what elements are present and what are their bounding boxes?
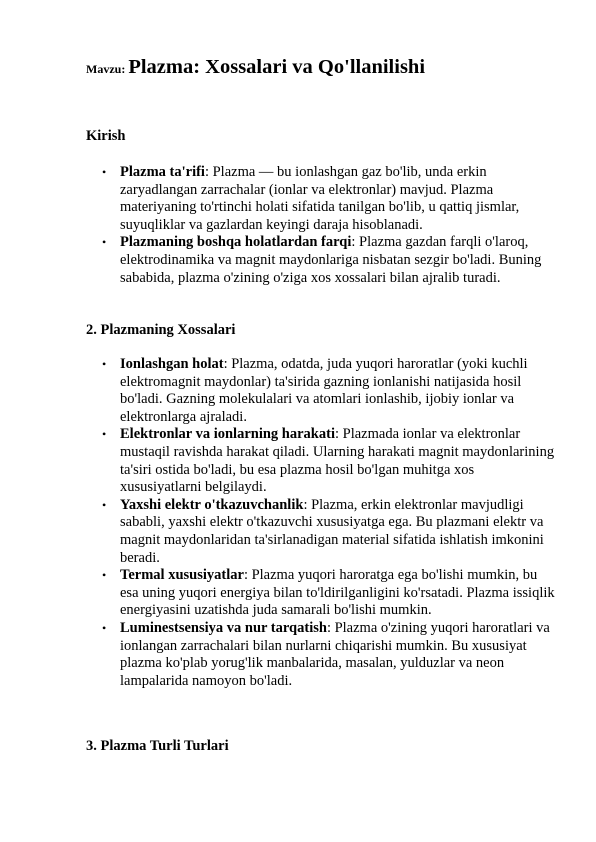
list-item — [0, 234, 556, 287]
list-item — [0, 567, 556, 620]
heading-intro: Kirish — [86, 128, 126, 144]
item-text: : Plazmada ionlar va elektronlar mustaqil ravishda harakat qiladi. Ularning harakati magnit maydonlarining ta'siri ostida bo'ladi, bu esa plazma hosil bo'lgan muhitga xos xususiyatlarni belgilaydi. — [120, 426, 555, 496]
list-item — [0, 497, 556, 567]
intro-list — [0, 164, 596, 287]
bullet-icon: • — [102, 357, 107, 371]
item-term: Luminestsensiya va nur tarqatish — [120, 619, 327, 636]
list-item — [0, 426, 556, 496]
list-item — [0, 164, 556, 234]
list-item — [0, 620, 556, 690]
item-term: Plazmaning boshqa holatlardan farqi — [120, 234, 352, 251]
bullet-icon: • — [102, 497, 107, 512]
item-text: : Plazma, erkin elektronlar mavjudligi sababli, yaxshi elektr o'tkazuvchi xususiyatga ega. Bu plazmani elektr va magnit maydonlaridan ta'sirlanadigan material sifatida ishlatish imkonini beradi. — [120, 496, 544, 566]
heading-section-3: 3. Plazma Turli Turlari — [86, 738, 229, 754]
item-text: : Plazma gazdan farqli o'laroq, elektrodinamika va magnit maydonlariga nisbatan sezgir bo'ladi. Buning sababida, plazma o'zining o'ziga xos xossalari bilan ajralib turadi. — [120, 234, 542, 286]
document-title — [86, 56, 425, 79]
bullet-icon: • — [102, 235, 107, 250]
item-text: : Plazma, odatda, juda yuqori haroratlar (yoki kuchli elektromagnit maydonlar) ta'sirida gazning ionlanishi natijasida hosil bo'ladi. Gazning molekulalari va atomlari ionlashib, ijobiy ionlar va elektronlarga ajraladi. — [120, 356, 528, 425]
item-term: Termal xususiyatlar — [120, 567, 244, 584]
item-term: Yaxshi elektr o'tkazuvchanlik — [120, 496, 304, 513]
item-text: : Plazma o'zining yuqori haroratlari va ionlangan zarrachalari bilan nurlarni chiqarishi mumkin. Bu xususiyat plazma ko'plab yorug'lik manbalarida, masalan, yulduzlar va neon lampalarida namoyon bo'ladi. — [120, 619, 550, 689]
item-text: : Plazma yuqori haroratga ega bo'lishi mumkin, bu esa uning yuqori energiya bilan to'ldirilganligini ko'rsatadi. Plazma issiqlik energiyasini uzatishda juda samarali bo'lishi mumkin. — [120, 567, 555, 619]
bullet-icon: • — [102, 165, 107, 179]
section2-list — [0, 356, 596, 690]
item-text: : Plazma — bu ionlashgan gaz bo'lib, unda erkin zaryadlangan zarrachalar (ionlar va elektronlar) mavjud. Plazma materiyaning to'rtinchi holati sifatida tanilgan bo'lib, u qattiq jismlar, suyuqliklar va gazlardan keyingi daraja hisoblanadi. — [120, 164, 520, 233]
bullet-icon: • — [102, 427, 107, 442]
list-item — [0, 356, 556, 426]
item-term: Plazma ta'rifi — [120, 164, 205, 180]
bullet-icon: • — [102, 568, 107, 583]
title-main: Plazma: Xossalari va Qo'llanilishi — [128, 56, 426, 78]
item-term: Ionlashgan holat — [120, 356, 224, 372]
title-prefix: Mavzu: — [86, 62, 129, 76]
heading-section-2: 2. Plazmaning Xossalari — [86, 322, 236, 338]
bullet-icon: • — [102, 620, 107, 635]
item-term: Elektronlar va ionlarning harakati — [120, 426, 335, 443]
